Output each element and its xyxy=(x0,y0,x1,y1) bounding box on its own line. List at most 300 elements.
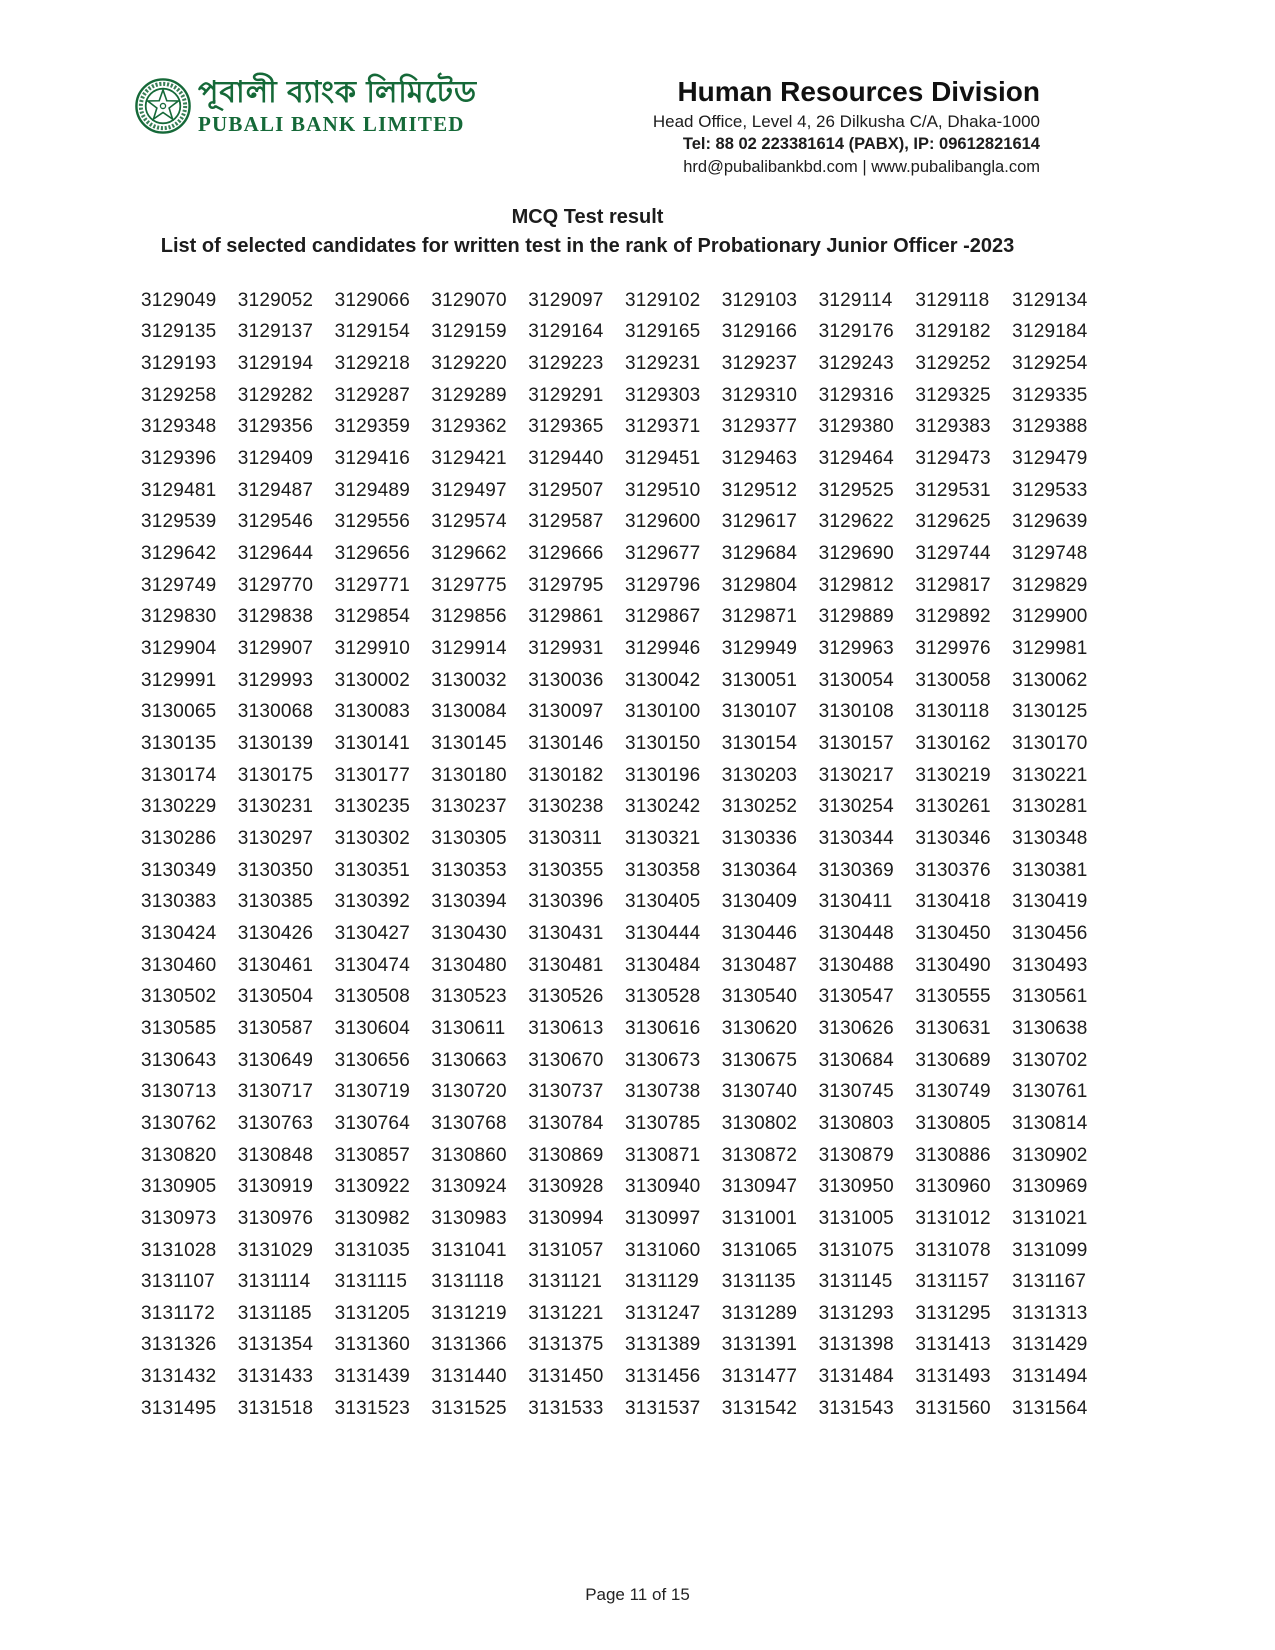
candidate-number: 3129600 xyxy=(624,511,701,533)
candidate-number: 3130219 xyxy=(915,764,991,786)
candidate-number: 3130311 xyxy=(528,827,603,849)
candidate-number: 3131219 xyxy=(431,1302,507,1324)
candidate-number: 3129907 xyxy=(237,638,314,660)
candidate-number: 3129396 xyxy=(141,448,217,470)
candidate-number: 3130355 xyxy=(528,859,604,881)
candidate-number: 3130321 xyxy=(624,827,701,849)
candidate-number: 3130058 xyxy=(915,669,991,691)
candidate-number: 3129464 xyxy=(818,448,894,470)
candidate-number: 3130547 xyxy=(818,986,894,1008)
candidate-number: 3130162 xyxy=(915,733,991,755)
candidate-number: 3130947 xyxy=(721,1176,798,1198)
candidate-number: 3130761 xyxy=(1012,1081,1088,1103)
candidate-number: 3130427 xyxy=(334,922,410,944)
candidate-number: 3131060 xyxy=(624,1239,701,1261)
candidate-number: 3130604 xyxy=(334,1017,410,1039)
candidate-number: 3129243 xyxy=(818,353,894,375)
candidate-number: 3130643 xyxy=(141,1049,217,1071)
candidate-number: 3130424 xyxy=(141,922,217,944)
candidate-number: 3130252 xyxy=(721,796,798,818)
candidate-number: 3129892 xyxy=(915,606,991,628)
candidate-number: 3129829 xyxy=(1012,574,1088,596)
candidate-number: 3129176 xyxy=(818,321,894,343)
candidate-number: 3130905 xyxy=(141,1176,217,1198)
candidate-number: 3130369 xyxy=(818,859,894,881)
candidate-number: 3129377 xyxy=(721,416,798,438)
candidate-number: 3130431 xyxy=(528,922,604,944)
candidate-number: 3130353 xyxy=(431,859,507,881)
candidate-number: 3130997 xyxy=(624,1207,701,1229)
candidate-number: 3131477 xyxy=(721,1366,798,1388)
candidate-number: 3129838 xyxy=(237,606,314,628)
candidate-number: 3131247 xyxy=(624,1302,701,1324)
candidate-number: 3131564 xyxy=(1012,1397,1088,1419)
candidate-number: 3129525 xyxy=(818,479,894,501)
candidate-number: 3131135 xyxy=(721,1271,796,1293)
candidate-number: 3131456 xyxy=(624,1366,701,1388)
candidate-number: 3130042 xyxy=(624,669,701,691)
candidate-number: 3129103 xyxy=(721,289,798,311)
candidate-number: 3130444 xyxy=(624,922,701,944)
candidate-number: 3131121 xyxy=(528,1271,603,1293)
candidate-number: 3129165 xyxy=(624,321,701,343)
candidate-number: 3129546 xyxy=(237,511,314,533)
candidate-number: 3130649 xyxy=(237,1049,314,1071)
candidate-number: 3131065 xyxy=(721,1239,798,1261)
candidate-number: 3129749 xyxy=(141,574,217,596)
candidate-number: 3130237 xyxy=(431,796,507,818)
candidate-number: 3130802 xyxy=(721,1112,798,1134)
candidate-number: 3129287 xyxy=(334,384,410,406)
candidate-number: 3129254 xyxy=(1012,353,1088,375)
candidate-number: 3131518 xyxy=(237,1397,314,1419)
candidate-number: 3129184 xyxy=(1012,321,1088,343)
pubali-bank-seal-icon xyxy=(134,77,192,135)
candidate-number: 3130540 xyxy=(721,986,798,1008)
candidate-number: 3130221 xyxy=(1012,764,1088,786)
candidate-number: 3129804 xyxy=(721,574,798,596)
candidate-number: 3131021 xyxy=(1012,1207,1088,1229)
candidate-number: 3130302 xyxy=(334,827,410,849)
candidate-number: 3129487 xyxy=(237,479,314,501)
candidate-number: 3130994 xyxy=(528,1207,604,1229)
candidate-number: 3129489 xyxy=(334,479,410,501)
candidate-number: 3130663 xyxy=(431,1049,507,1071)
candidate-number: 3129981 xyxy=(1012,638,1088,660)
candidate-number: 3130036 xyxy=(528,669,604,691)
candidate-number: 3129507 xyxy=(528,479,604,501)
candidate-number: 3129512 xyxy=(721,479,798,501)
candidate-number: 3130860 xyxy=(431,1144,507,1166)
candidate-number: 3129325 xyxy=(915,384,991,406)
candidate-number: 3129070 xyxy=(431,289,507,311)
candidate-number: 3129617 xyxy=(721,511,798,533)
candidate-number: 3130411 xyxy=(818,891,893,913)
candidate-number: 3131167 xyxy=(1012,1271,1087,1293)
candidate-number: 3131560 xyxy=(915,1397,991,1419)
letterhead-contact-block xyxy=(653,76,1040,179)
candidate-number: 3131035 xyxy=(334,1239,410,1261)
candidate-number: 3129049 xyxy=(141,289,217,311)
candidate-number: 3129371 xyxy=(624,416,701,438)
candidate-number: 3131542 xyxy=(721,1397,798,1419)
candidate-number: 3130745 xyxy=(818,1081,894,1103)
candidate-number: 3130125 xyxy=(1012,701,1088,723)
candidate-number: 3129497 xyxy=(431,479,507,501)
candidate-number: 3130229 xyxy=(141,796,217,818)
candidate-number: 3131543 xyxy=(818,1397,894,1419)
candidate-number: 3130857 xyxy=(334,1144,410,1166)
candidate-number: 3130484 xyxy=(624,954,701,976)
candidate-number: 3131172 xyxy=(141,1302,215,1324)
candidate-number: 3130785 xyxy=(624,1112,701,1134)
candidate-number: 3129481 xyxy=(141,479,217,501)
candidate-number: 3130611 xyxy=(431,1017,506,1039)
candidate-number: 3129451 xyxy=(624,448,701,470)
candidate-number: 3130902 xyxy=(1012,1144,1088,1166)
candidate-number: 3130118 xyxy=(915,701,990,723)
candidate-number: 3131533 xyxy=(528,1397,604,1419)
division-title: Human Resources Division xyxy=(677,76,1040,107)
candidate-number: 3129362 xyxy=(431,416,507,438)
candidate-number: 3130419 xyxy=(1012,891,1088,913)
candidate-number: 3130396 xyxy=(528,891,604,913)
candidate-number: 3130348 xyxy=(1012,827,1088,849)
candidate-number: 3130638 xyxy=(1012,1017,1088,1039)
candidate-number: 3130051 xyxy=(721,669,798,691)
candidate-number: 3129744 xyxy=(915,543,991,565)
candidate-number: 3129963 xyxy=(818,638,894,660)
candidate-number: 3129231 xyxy=(624,353,701,375)
candidate-number: 3130869 xyxy=(528,1144,604,1166)
candidate-number: 3130871 xyxy=(624,1144,701,1166)
candidate-number: 3129380 xyxy=(818,416,894,438)
candidate-number: 3130305 xyxy=(431,827,507,849)
candidate-number: 3130346 xyxy=(915,827,991,849)
candidate-number: 3131145 xyxy=(818,1271,893,1293)
candidate-number: 3129135 xyxy=(141,321,217,343)
candidate-number: 3130585 xyxy=(141,1017,217,1039)
candidate-number: 3129946 xyxy=(624,638,701,660)
candidate-number: 3131118 xyxy=(431,1271,504,1293)
candidate-number: 3131078 xyxy=(915,1239,991,1261)
candidate-number: 3130960 xyxy=(915,1176,991,1198)
candidate-number: 3130170 xyxy=(1012,733,1088,755)
candidate-number: 3131450 xyxy=(528,1366,604,1388)
candidate-number: 3131205 xyxy=(334,1302,410,1324)
page-footer xyxy=(0,1585,1275,1605)
candidate-number: 3130474 xyxy=(334,954,410,976)
candidate-number: 3129771 xyxy=(334,574,410,596)
candidate-number: 3129533 xyxy=(1012,479,1088,501)
candidate-number: 3129310 xyxy=(721,384,798,406)
candidate-roll-grid xyxy=(141,285,1109,1425)
candidate-number: 3130286 xyxy=(141,827,217,849)
candidate-number: 3130182 xyxy=(528,764,604,786)
candidate-number: 3131354 xyxy=(237,1334,314,1356)
candidate-number: 3130922 xyxy=(334,1176,410,1198)
candidate-number: 3129097 xyxy=(528,289,604,311)
candidate-number: 3131433 xyxy=(237,1366,314,1388)
candidate-number: 3130358 xyxy=(624,859,701,881)
candidate-number: 3130054 xyxy=(818,669,894,691)
candidate-number: 3131289 xyxy=(721,1302,798,1324)
candidate-number: 3131391 xyxy=(721,1334,798,1356)
candidate-number: 3129365 xyxy=(528,416,604,438)
candidate-number: 3130281 xyxy=(1012,796,1088,818)
candidate-number: 3130180 xyxy=(431,764,507,786)
candidate-number: 3129303 xyxy=(624,384,701,406)
candidate-number: 3130174 xyxy=(141,764,217,786)
candidate-number: 3129282 xyxy=(237,384,314,406)
candidate-number: 3129220 xyxy=(431,353,507,375)
candidate-number: 3130418 xyxy=(915,891,991,913)
candidate-number: 3130713 xyxy=(141,1081,217,1103)
candidate-number: 3130719 xyxy=(334,1081,410,1103)
candidate-number: 3129993 xyxy=(237,669,314,691)
candidate-number: 3129134 xyxy=(1012,289,1088,311)
candidate-number: 3130982 xyxy=(334,1207,410,1229)
candidate-number: 3129335 xyxy=(1012,384,1088,406)
candidate-number: 3130344 xyxy=(818,827,894,849)
candidate-number: 3130242 xyxy=(624,796,701,818)
candidate-number: 3130350 xyxy=(237,859,314,881)
candidate-number: 3130749 xyxy=(915,1081,991,1103)
candidate-number: 3129166 xyxy=(721,321,798,343)
candidate-number: 3131012 xyxy=(915,1207,991,1229)
candidate-number: 3129639 xyxy=(1012,511,1088,533)
bank-name-bangla: পূবালী ব্যাংক লিমিটেড xyxy=(198,76,478,109)
candidate-number: 3130872 xyxy=(721,1144,798,1166)
candidate-number: 3129644 xyxy=(237,543,314,565)
candidate-number: 3130068 xyxy=(237,701,314,723)
candidate-number: 3130814 xyxy=(1012,1112,1088,1134)
candidate-number: 3129748 xyxy=(1012,543,1088,565)
candidate-number: 3131114 xyxy=(237,1271,311,1293)
candidate-number: 3130336 xyxy=(721,827,798,849)
candidate-number: 3130235 xyxy=(334,796,410,818)
candidate-number: 3129289 xyxy=(431,384,507,406)
candidate-number: 3129182 xyxy=(915,321,991,343)
candidate-number: 3129949 xyxy=(721,638,798,660)
candidate-number: 3131432 xyxy=(141,1366,217,1388)
phone-line: Tel: 88 02 223381614 (PABX), IP: 09612821614 xyxy=(682,135,1040,153)
candidate-number: 3129900 xyxy=(1012,606,1088,628)
candidate-number: 3130924 xyxy=(431,1176,507,1198)
candidate-number: 3130145 xyxy=(431,733,507,755)
candidate-number: 3131029 xyxy=(237,1239,314,1261)
candidate-number: 3130002 xyxy=(334,669,410,691)
candidate-number: 3131366 xyxy=(431,1334,507,1356)
candidate-number: 3130737 xyxy=(528,1081,604,1103)
candidate-number: 3130238 xyxy=(528,796,604,818)
candidate-number: 3130139 xyxy=(237,733,314,755)
candidate-number: 3131313 xyxy=(1012,1302,1088,1324)
candidate-number: 3131107 xyxy=(141,1271,215,1293)
candidate-number: 3130488 xyxy=(818,954,894,976)
candidate-number: 3129316 xyxy=(818,384,894,406)
candidate-number: 3130448 xyxy=(818,922,894,944)
candidate-number: 3129252 xyxy=(915,353,991,375)
candidate-number: 3129796 xyxy=(624,574,701,596)
candidate-number: 3130803 xyxy=(818,1112,894,1134)
candidate-number: 3129416 xyxy=(334,448,410,470)
candidate-number: 3130504 xyxy=(237,986,314,1008)
candidate-number: 3130879 xyxy=(818,1144,894,1166)
candidate-number: 3130196 xyxy=(624,764,701,786)
candidate-number: 3130157 xyxy=(818,733,894,755)
candidate-number: 3130502 xyxy=(141,986,217,1008)
candidate-number: 3130523 xyxy=(431,986,507,1008)
candidate-number: 3130460 xyxy=(141,954,217,976)
candidate-number: 3131429 xyxy=(1012,1334,1088,1356)
candidate-number: 3130983 xyxy=(431,1207,507,1229)
candidate-number: 3130820 xyxy=(141,1144,217,1166)
candidate-number: 3131293 xyxy=(818,1302,894,1324)
candidate-number: 3129587 xyxy=(528,511,604,533)
candidate-number: 3129463 xyxy=(721,448,798,470)
candidate-number: 3130100 xyxy=(624,701,701,723)
candidate-number: 3130613 xyxy=(528,1017,604,1039)
candidate-number: 3129690 xyxy=(818,543,894,565)
candidate-number: 3129574 xyxy=(431,511,507,533)
candidate-number: 3130969 xyxy=(1012,1176,1088,1198)
candidate-number: 3129931 xyxy=(528,638,604,660)
candidate-number: 3130405 xyxy=(624,891,701,913)
candidate-number: 3129856 xyxy=(431,606,507,628)
candidate-number: 3131041 xyxy=(431,1239,507,1261)
bank-name-english: PUBALI BANK LIMITED xyxy=(198,112,465,136)
candidate-number: 3130154 xyxy=(721,733,798,755)
candidate-number: 3129795 xyxy=(528,574,604,596)
candidate-number: 3129904 xyxy=(141,638,217,660)
candidate-number: 3129159 xyxy=(431,321,507,343)
candidate-number: 3130784 xyxy=(528,1112,604,1134)
candidate-number: 3130481 xyxy=(528,954,604,976)
candidate-number: 3131221 xyxy=(528,1302,604,1324)
candidate-number: 3130490 xyxy=(915,954,991,976)
candidate-number: 3129164 xyxy=(528,321,604,343)
candidate-number: 3130146 xyxy=(528,733,604,755)
candidate-number: 3130135 xyxy=(141,733,217,755)
candidate-number: 3130364 xyxy=(721,859,798,881)
candidate-number: 3129531 xyxy=(915,479,991,501)
candidate-number: 3131484 xyxy=(818,1366,894,1388)
candidate-number: 3130349 xyxy=(141,859,217,881)
candidate-number: 3129114 xyxy=(818,289,893,311)
candidate-number: 3130626 xyxy=(818,1017,894,1039)
candidate-number: 3130383 xyxy=(141,891,217,913)
candidate-number: 3131115 xyxy=(334,1271,408,1293)
candidate-number: 3129812 xyxy=(818,574,894,596)
candidate-number: 3130689 xyxy=(915,1049,991,1071)
candidate-number: 3129193 xyxy=(141,353,217,375)
candidate-number: 3129154 xyxy=(334,321,410,343)
candidate-number: 3130561 xyxy=(1012,986,1088,1008)
candidate-number: 3129861 xyxy=(528,606,604,628)
candidate-number: 3131439 xyxy=(334,1366,410,1388)
candidate-number: 3131057 xyxy=(528,1239,604,1261)
candidate-number: 3130620 xyxy=(721,1017,798,1039)
candidate-number: 3130973 xyxy=(141,1207,217,1229)
candidate-number: 3130940 xyxy=(624,1176,701,1198)
candidate-number: 3130675 xyxy=(721,1049,798,1071)
candidate-number: 3129237 xyxy=(721,353,798,375)
candidate-number: 3129409 xyxy=(237,448,314,470)
candidate-number: 3130177 xyxy=(334,764,410,786)
candidate-number: 3130763 xyxy=(237,1112,314,1134)
candidate-number: 3130141 xyxy=(334,733,410,755)
candidate-number: 3130254 xyxy=(818,796,894,818)
candidate-number: 3129556 xyxy=(334,511,410,533)
candidate-number: 3129642 xyxy=(141,543,217,565)
candidate-number: 3130032 xyxy=(431,669,507,691)
candidate-number: 3130461 xyxy=(237,954,314,976)
candidate-number: 3130768 xyxy=(431,1112,507,1134)
title-block xyxy=(130,203,1045,261)
candidate-number: 3129348 xyxy=(141,416,217,438)
candidate-number: 3130631 xyxy=(915,1017,991,1039)
document-title: MCQ Test result xyxy=(511,206,664,228)
candidate-number: 3130508 xyxy=(334,986,410,1008)
candidate-number: 3129052 xyxy=(237,289,314,311)
candidate-number: 3130720 xyxy=(431,1081,507,1103)
candidate-number: 3130740 xyxy=(721,1081,798,1103)
candidate-number: 3130175 xyxy=(237,764,314,786)
candidate-number: 3130394 xyxy=(431,891,507,913)
candidate-number: 3130065 xyxy=(141,701,217,723)
candidate-number: 3129622 xyxy=(818,511,894,533)
candidate-number: 3129656 xyxy=(334,543,410,565)
candidate-number: 3130446 xyxy=(721,922,798,944)
email-web-line: hrd@pubalibankbd.com | www.pubalibangla.com xyxy=(683,158,1040,176)
candidate-number: 3130919 xyxy=(237,1176,314,1198)
candidate-number: 3130528 xyxy=(624,986,701,1008)
candidate-number: 3129479 xyxy=(1012,448,1088,470)
candidate-number: 3130084 xyxy=(431,701,507,723)
candidate-number: 3129440 xyxy=(528,448,604,470)
candidate-number: 3130616 xyxy=(624,1017,701,1039)
candidate-number: 3131495 xyxy=(141,1397,217,1419)
candidate-number: 3129775 xyxy=(431,574,507,596)
candidate-number: 3130385 xyxy=(237,891,314,913)
candidate-number: 3131326 xyxy=(141,1334,217,1356)
candidate-number: 3131523 xyxy=(334,1397,410,1419)
candidate-number: 3129910 xyxy=(334,638,410,660)
candidate-number: 3131398 xyxy=(818,1334,894,1356)
candidate-number: 3130762 xyxy=(141,1112,217,1134)
candidate-number: 3130426 xyxy=(237,922,314,944)
candidate-number: 3130376 xyxy=(915,859,991,881)
candidate-number: 3129854 xyxy=(334,606,410,628)
candidate-number: 3131129 xyxy=(624,1271,699,1293)
candidate-number: 3131440 xyxy=(431,1366,507,1388)
head-office-address: Head Office, Level 4, 26 Dilkusha C/A, Dhaka-1000 xyxy=(652,112,1040,131)
candidate-number: 3130097 xyxy=(528,701,604,723)
candidate-number: 3131295 xyxy=(915,1302,991,1324)
candidate-number: 3130351 xyxy=(334,859,410,881)
candidate-number: 3129223 xyxy=(528,353,604,375)
candidate-number: 3130738 xyxy=(624,1081,701,1103)
candidate-number: 3130670 xyxy=(528,1049,604,1071)
candidate-number: 3130526 xyxy=(528,986,604,1008)
candidate-number: 3129473 xyxy=(915,448,991,470)
candidate-number: 3129684 xyxy=(721,543,798,565)
candidate-number: 3129677 xyxy=(624,543,701,565)
candidate-number: 3130805 xyxy=(915,1112,991,1134)
candidate-number: 3129218 xyxy=(334,353,410,375)
candidate-number: 3131525 xyxy=(431,1397,507,1419)
